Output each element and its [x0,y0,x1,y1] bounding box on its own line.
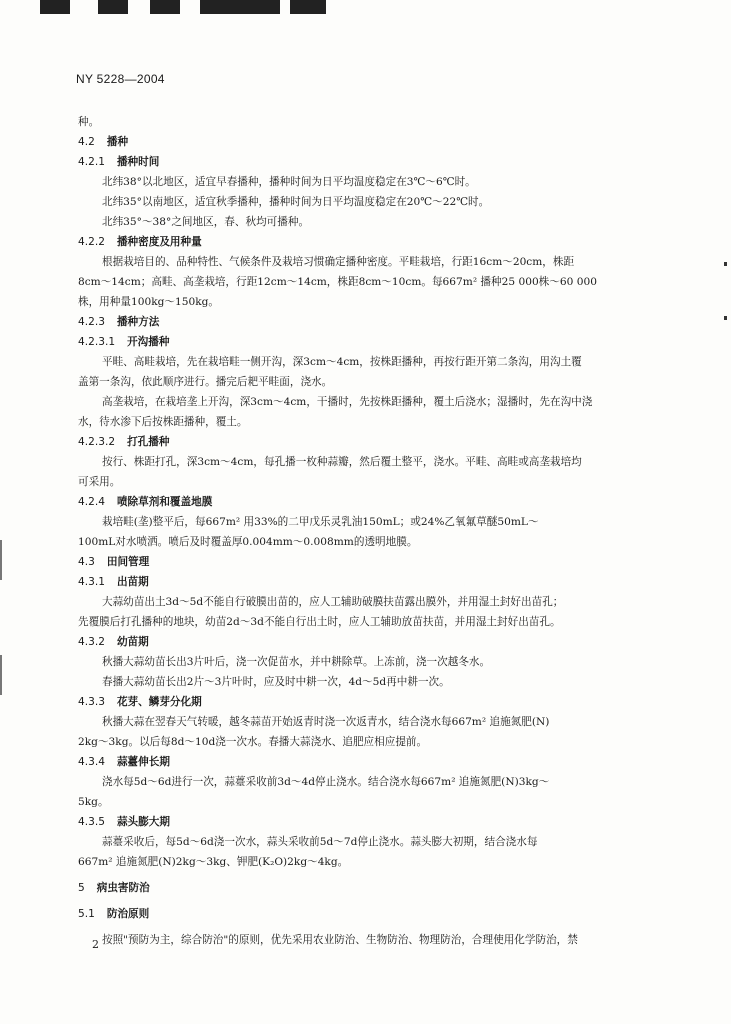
section-title: 花芽、鳞芽分化期 [116,696,202,708]
body-text-line: 先覆膜后打孔播种的地块，幼苗2d～3d不能自行出土时，应人工辅助放苗扶苗，并用湿土封好出苗孔。 [78,616,561,628]
section-heading [78,812,653,832]
body-text-line: 100mL对水喷洒。喷后及时覆盖厚0.004mm～0.008mm的透明地膜。 [78,536,418,548]
body-text-line: 根据栽培目的、品种特性、气候条件及栽培习惯确定播种密度。平畦栽培，行距16cm～20cm，株距 [102,256,575,268]
section-number: 4.3.1 [78,576,105,588]
section-number: 4.2.4 [78,496,105,508]
section-heading [78,332,653,352]
body-text-line: 浇水每5d～6d进行一次，蒜薹采收前3d～4d停止浇水。结合浇水每667m² 追施氮肥(N)3kg～ [102,776,550,788]
body-text-line: 秋播大蒜幼苗长出3片叶后，浇一次促苗水，并中耕除草。上冻前，浇一次越冬水。 [102,656,491,668]
section-heading [78,752,653,772]
section-title: 防治原则 [106,908,150,920]
section-number: 4.2.3.2 [78,436,116,448]
section-title: 病虫害防治 [96,882,150,894]
body-text-line: 平畦、高畦栽培，先在栽培畦一侧开沟，深3cm～4cm，按株距播种，再按行距开第二条沟，用沟土覆 [102,356,582,368]
section-number: 4.2.1 [78,156,105,168]
scan-margin-line [0,655,2,695]
section-title: 打孔播种 [127,436,170,448]
section-title: 出苗期 [116,576,149,588]
body-text-line: 盖第一条沟，依此顺序进行。播完后耙平畦面，浇水。 [78,376,333,388]
section-heading [78,552,653,572]
body-text-line: 北纬35°～38°之间地区，春、秋均可播种。 [102,216,310,228]
section-heading [78,572,653,592]
section-heading [78,312,653,332]
section-title: 田间管理 [106,556,150,568]
scan-edge-mark [290,0,326,14]
page-number: 2 [92,938,99,951]
margin-mark [724,316,727,320]
scan-edge-mark [200,0,280,14]
section-heading [78,432,653,452]
body-text-line: 蒜薹采收后，每5d～6d浇一次水，蒜头采收前5d～7d停止浇水。蒜头膨大初期，结合浇水每 [102,836,538,848]
body-text-line: 5kg。 [78,796,109,808]
scan-edge-mark [150,0,180,14]
body-text-line: 水，待水渗下后按株距播种，覆土。 [78,416,248,428]
section-number: 4.2.3.1 [78,336,116,348]
body-text-line: 可采用。 [78,476,121,488]
body-text-line: 大蒜幼苗出土3d～5d不能自行破膜出苗的，应人工辅助破膜扶苗露出膜外，并用湿土封好出苗孔； [102,596,564,608]
section-number: 4.2.3 [78,316,105,328]
section-title: 播种 [106,136,129,148]
body-text-line: 667m² 追施氮肥(N)2kg～3kg、钾肥(K₂O)2kg～4kg。 [78,856,349,868]
section-heading [78,904,653,924]
standard-code: NY 5228—2004 [76,72,165,86]
section-number: 4.2 [78,136,95,148]
section-title: 开沟播种 [127,336,170,348]
section-title: 播种方法 [116,316,160,328]
body-text-line: 株，用种量100kg～150kg。 [78,296,219,308]
section-title: 蒜薹伸长期 [116,756,170,768]
scan-edge-mark [40,0,70,14]
section-heading [78,692,653,712]
section-number: 4.3.3 [78,696,105,708]
section-title: 蒜头膨大期 [116,816,170,828]
section-title: 播种密度及用种量 [116,236,202,248]
section-heading [78,632,653,652]
section-number: 4.3.2 [78,636,105,648]
section-heading [78,232,653,252]
body-text-line: 高垄栽培，在栽培垄上开沟，深3cm～4cm，干播时，先按株距播种，覆土后浇水；湿播时，先在沟中浇 [102,396,593,408]
section-title: 喷除草剂和覆盖地膜 [116,496,213,508]
margin-mark [724,262,727,266]
body-text-line: 栽培畦(垄)整平后，每667m² 用33%的二甲戊乐灵乳油150mL；或24%乙氧氟草醚50mL～ [102,516,539,528]
section-heading [78,878,653,898]
scan-edge-mark [98,0,128,14]
body-text-line: 8cm～14cm；高畦、高垄栽培，行距12cm～14cm，株距8cm～10cm。每667m² 播种25 000株～60 000 [78,276,597,288]
body-text-line: 北纬38°以北地区，适宜早春播种，播种时间为日平均温度稳定在3℃～6℃时。 [102,176,476,188]
section-number: 5 [78,882,85,894]
section-heading [78,492,653,512]
section-title: 播种时间 [116,156,160,168]
section-number: 4.3.5 [78,816,105,828]
body-text-line: 北纬35°以南地区，适宜秋季播种，播种时间为日平均温度稳定在20℃～22℃时。 [102,196,490,208]
body-text-line: 种。 [78,116,100,128]
section-title: 幼苗期 [116,636,149,648]
body-text-line: 2kg～3kg。以后每8d～10d浇一次水。春播大蒜浇水、追肥应相应提前。 [78,736,428,748]
body-text-line: 秋播大蒜在翌春天气转暖，越冬蒜苗开始返青时浇一次返青水，结合浇水每667m² 追施氮肥(N) [102,716,550,728]
body-text-line: 按行、株距打孔，深3cm～4cm，每孔播一枚种蒜瓣，然后覆土整平，浇水。平畦、高畦或高垄栽培均 [102,456,582,468]
document-body [78,112,653,950]
section-number: 5.1 [78,908,95,920]
scan-margin-line [0,540,2,580]
section-number: 4.3 [78,556,95,568]
body-text-line: 春播大蒜幼苗长出2片～3片叶时，应及时中耕一次，4d～5d再中耕一次。 [102,676,450,688]
section-number: 4.2.2 [78,236,105,248]
body-text-line: 按照"预防为主，综合防治"的原则，优先采用农业防治、生物防治、物理防治，合理使用化学防治，禁 [102,934,578,946]
section-heading [78,132,653,152]
section-heading [78,152,653,172]
section-number: 4.3.4 [78,756,105,768]
